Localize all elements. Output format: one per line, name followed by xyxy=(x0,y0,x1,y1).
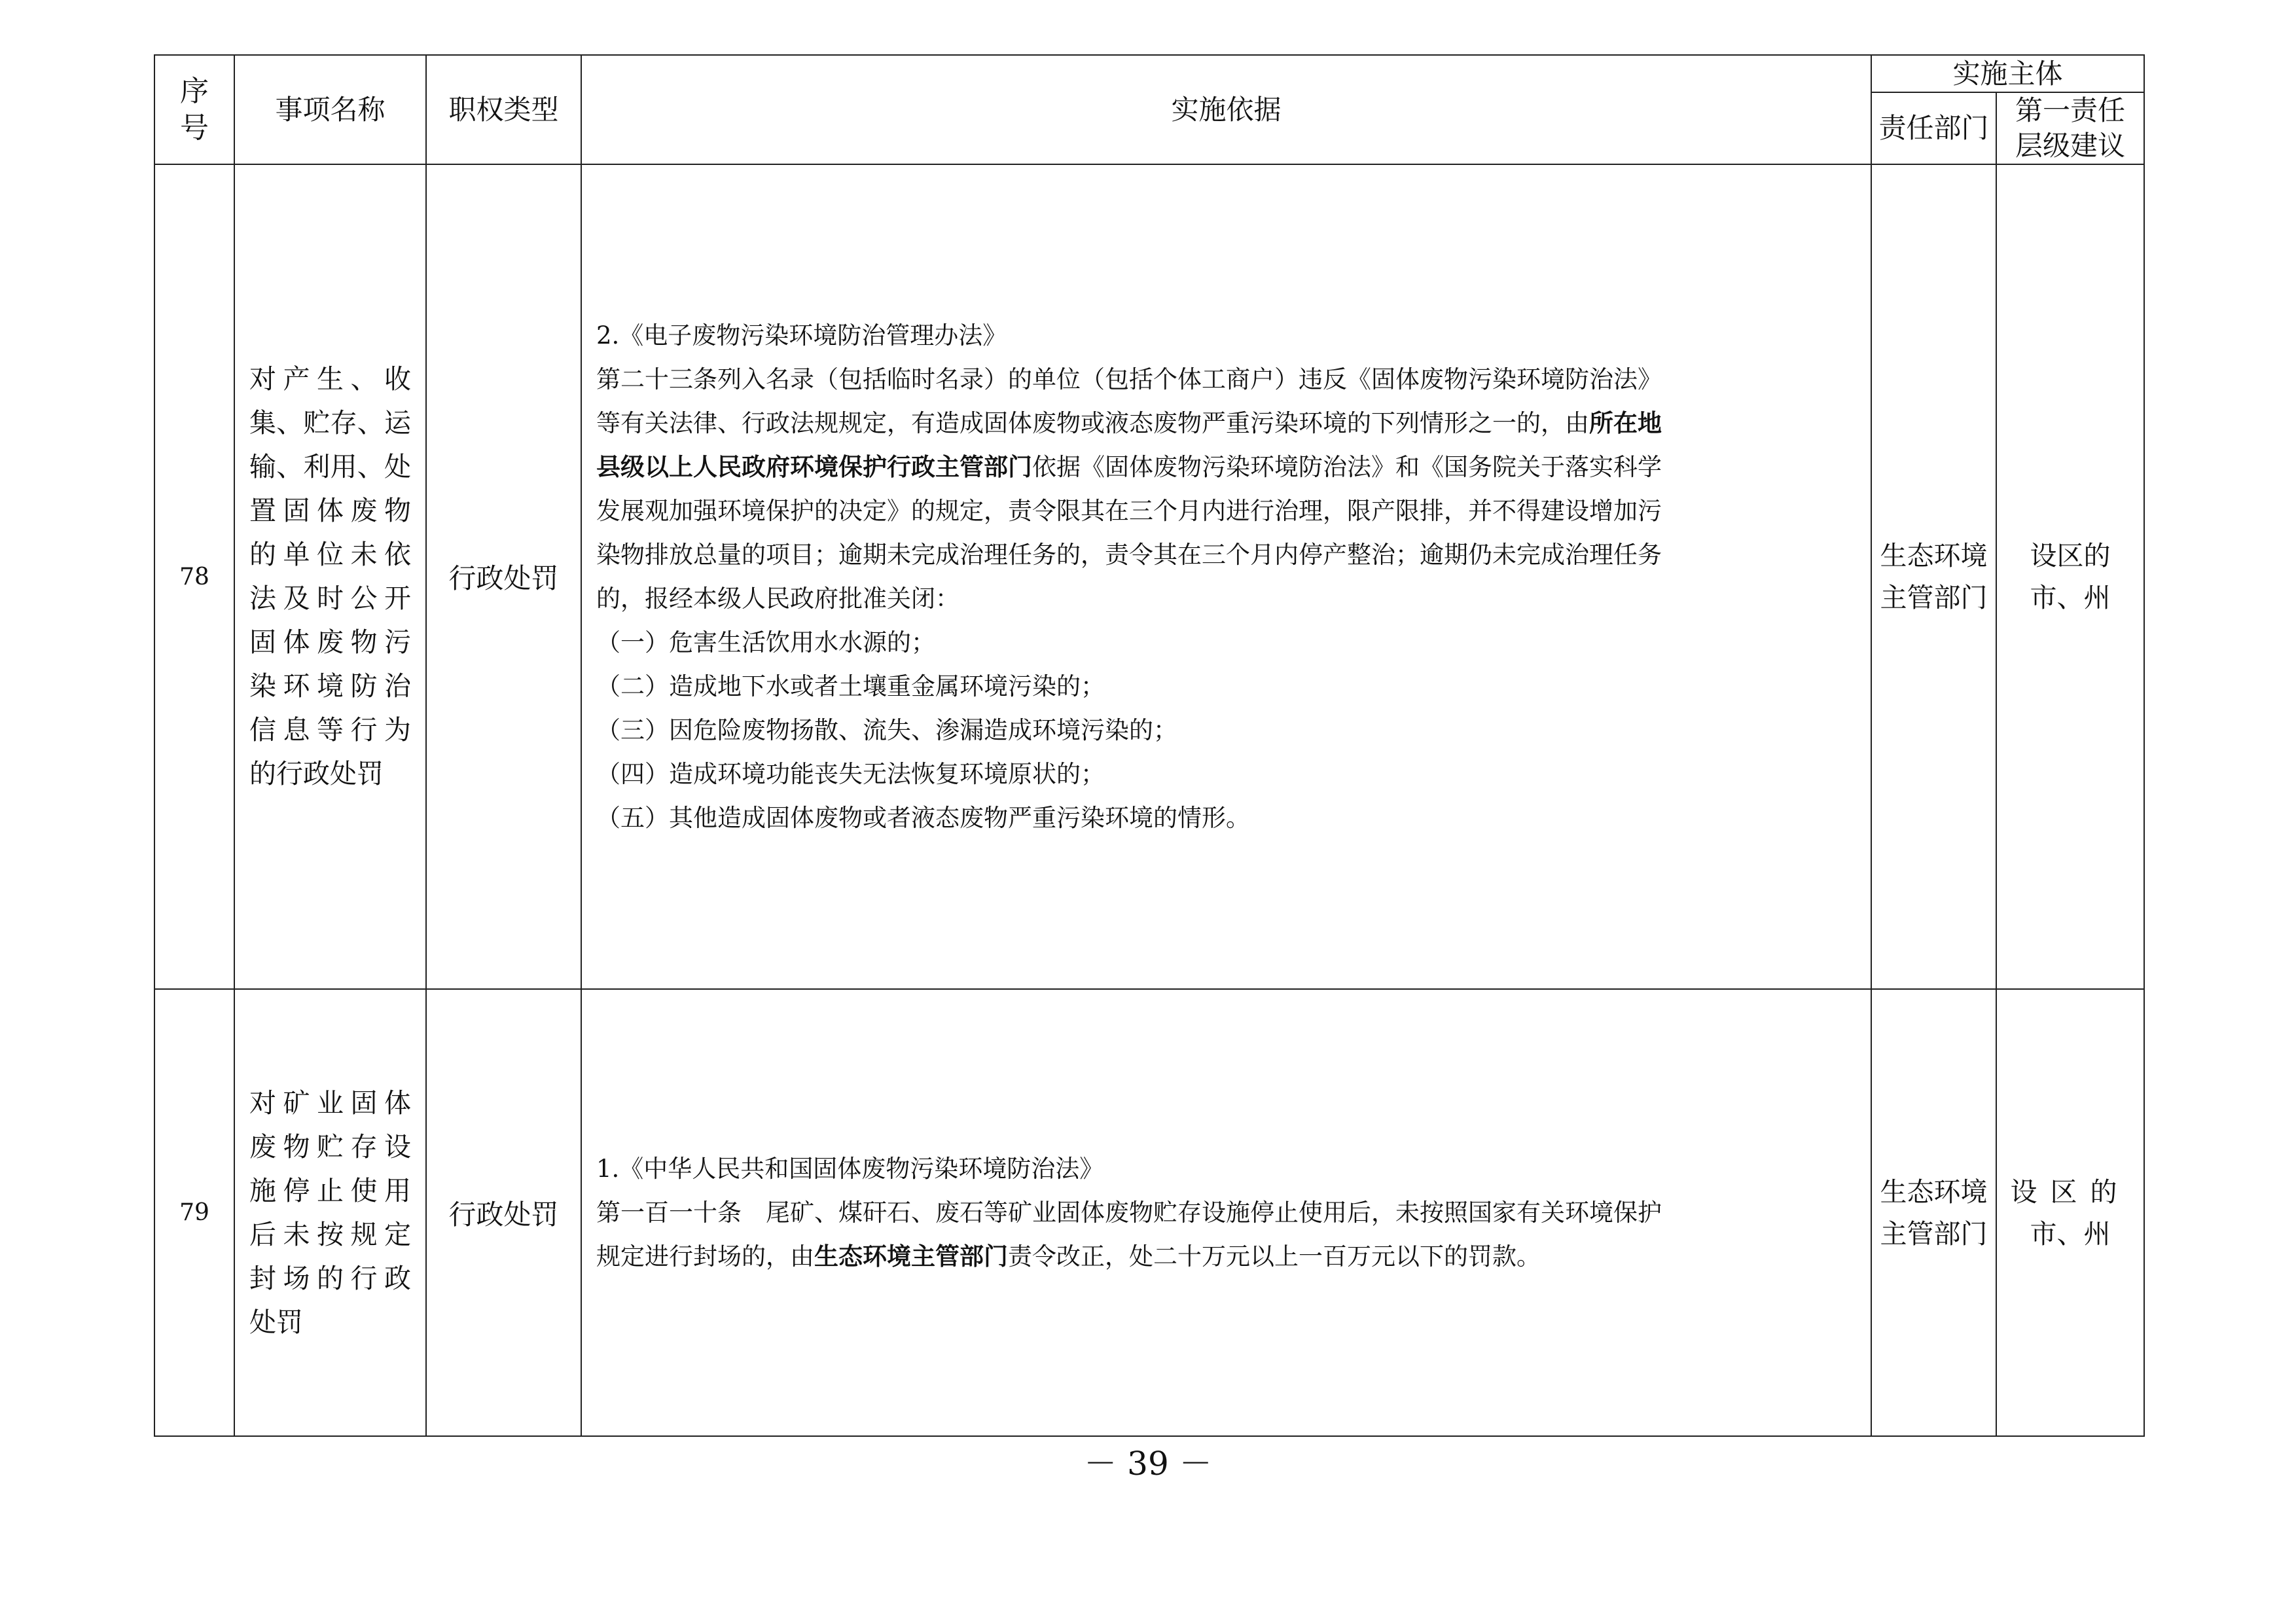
name-line: 封场的行政 xyxy=(249,1262,411,1294)
basis-line: 发展观加强环境保护的决定》的规定，责令限其在三个月内进行治理，限产限排，并不得建设增加污 xyxy=(596,497,1662,525)
basis-line: （三）因危险废物扬散、流失、渗漏造成环境污染的； xyxy=(596,716,1177,744)
basis-line: 第二十三条列入名录（包括临时名录）的单位（包括个体工商户）违反《固体废物污染环境防治法》 xyxy=(596,365,1662,393)
basis-text: 规定进行封场的，由 xyxy=(596,1242,814,1271)
name-line: 染环境防治 xyxy=(249,670,411,702)
basis-line xyxy=(596,445,1856,489)
header-seq-top: 序 xyxy=(180,74,209,108)
name-line: 的单位未依 xyxy=(249,539,411,570)
basis-bold-text: 县级以上人民政府环境保护行政主管部门 xyxy=(596,452,1032,481)
basis-line xyxy=(596,401,1856,445)
row-item-name xyxy=(234,164,426,989)
basis-bold-text: 所在地 xyxy=(1589,408,1662,437)
authority-table xyxy=(154,54,2145,1437)
name-line: 的行政处罚 xyxy=(249,758,384,789)
dept-bottom: 主管部门 xyxy=(1880,582,1988,613)
header-power-type: 职权类型 xyxy=(426,55,581,164)
row-seq: 79 xyxy=(154,989,234,1436)
basis-line: 第一百一十条 尾矿、煤矸石、废石等矿业固体废物贮存设施停止使用后，未按照国家有关环境保护 xyxy=(596,1199,1662,1227)
header-level-bottom: 层级建议 xyxy=(2015,130,2126,162)
level-bottom: 市、州 xyxy=(2030,582,2111,613)
level-bottom: 市、州 xyxy=(2030,1218,2111,1250)
header-level-top: 第一责任 xyxy=(2015,94,2126,126)
table-row xyxy=(154,164,2144,989)
basis-line xyxy=(596,1235,1856,1278)
name-line: 法及时公开 xyxy=(249,583,411,614)
header-subject: 实施主体 xyxy=(1871,55,2144,92)
basis-line: （二）造成地下水或者土壤重金属环境污染的； xyxy=(596,672,1105,700)
row-dept xyxy=(1871,989,1996,1436)
level-top: 设区的 xyxy=(2030,540,2111,571)
name-line: 集、贮存、运 xyxy=(249,407,411,439)
dept-top: 生态环境 xyxy=(1880,1176,1988,1208)
basis-line: （一）危害生活饮用水水源的； xyxy=(596,628,935,657)
basis-bold-text: 生态环境主管部门 xyxy=(814,1242,1008,1271)
header-seq-bottom: 号 xyxy=(180,111,209,145)
name-line: 输、利用、处 xyxy=(249,451,411,482)
row-power-type: 行政处罚 xyxy=(426,164,581,989)
name-line: 置固体废物 xyxy=(249,495,411,526)
basis-line: 的，报经本级人民政府批准关闭： xyxy=(596,585,960,613)
name-line: 施停止使用 xyxy=(249,1174,411,1206)
name-line: 对矿业固体 xyxy=(249,1087,411,1119)
row-level xyxy=(1996,164,2144,989)
header-item-name: 事项名称 xyxy=(234,55,426,164)
basis-text: 责令改正，处二十万元以上一百万元以下的罚款。 xyxy=(1008,1242,1541,1271)
header-basis: 实施依据 xyxy=(581,55,1871,164)
name-line: 信息等行为 xyxy=(249,714,411,746)
name-line: 对产生、收 xyxy=(249,363,411,395)
basis-line: 1.《中华人民共和国固体废物污染环境防治法》 xyxy=(596,1155,1104,1183)
basis-line: 2.《电子废物污染环境防治管理办法》 xyxy=(596,321,1007,350)
name-line: 固体废物污 xyxy=(249,626,411,658)
header-level xyxy=(1996,92,2144,164)
header-dept: 责任部门 xyxy=(1871,92,1996,164)
row-basis xyxy=(581,164,1871,989)
level-top: 设区的 xyxy=(2010,1176,2130,1208)
row-seq: 78 xyxy=(154,164,234,989)
dept-top: 生态环境 xyxy=(1880,540,1988,571)
name-line: 后未按规定 xyxy=(249,1218,411,1250)
name-line: 废物贮存设 xyxy=(249,1130,411,1163)
basis-line: （四）造成环境功能丧失无法恢复环境原状的； xyxy=(596,760,1105,788)
basis-text: 等有关法律、行政法规规定，有造成固体废物或液态废物严重污染环境的下列情形之一的，由 xyxy=(596,409,1589,437)
row-power-type: 行政处罚 xyxy=(426,989,581,1436)
basis-line: （五）其他造成固体废物或者液态废物严重污染环境的情形。 xyxy=(596,804,1250,832)
header-seq xyxy=(154,55,234,164)
row-dept xyxy=(1871,164,1996,989)
row-basis xyxy=(581,989,1871,1436)
table-row xyxy=(154,989,2144,1436)
basis-text: 依据《固体废物污染环境防治法》和《国务院关于落实科学 xyxy=(1032,453,1662,481)
row-level xyxy=(1996,989,2144,1436)
row-item-name xyxy=(234,989,426,1436)
basis-line: 染物排放总量的项目；逾期未完成治理任务的，责令其在三个月内停产整治；逾期仍未完成治理任务 xyxy=(596,541,1662,569)
page-number: － 39 － xyxy=(1084,1445,1212,1483)
name-line: 处罚 xyxy=(249,1306,303,1338)
dept-bottom: 主管部门 xyxy=(1880,1218,1988,1250)
